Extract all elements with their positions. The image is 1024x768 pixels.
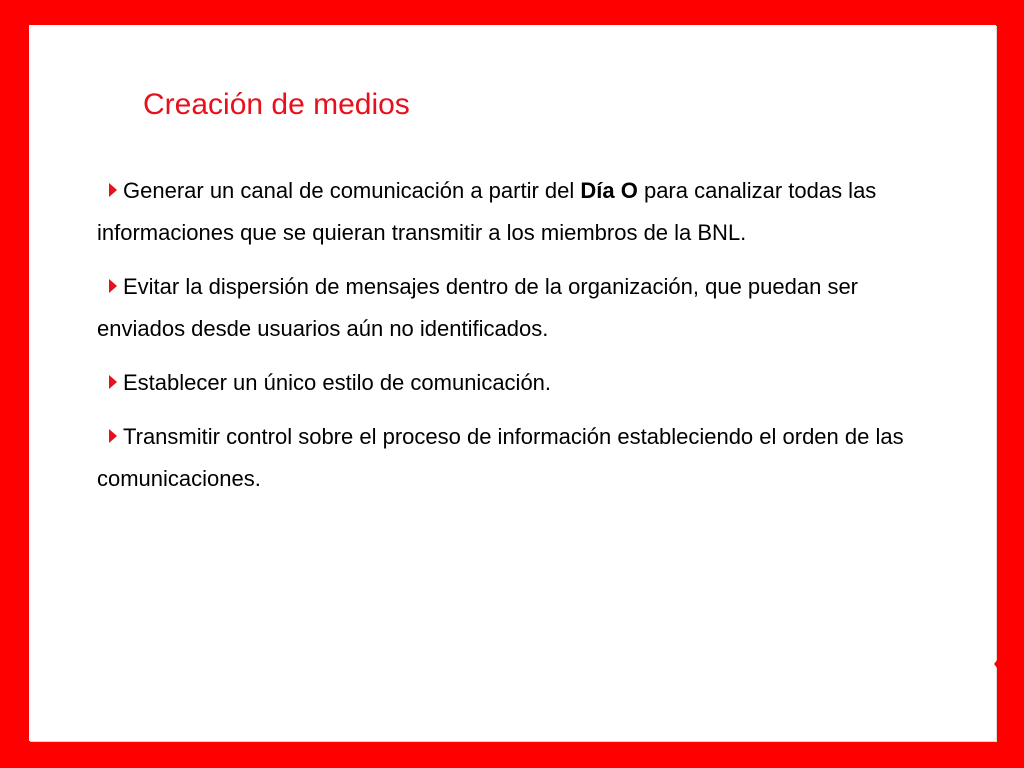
- list-item-bold-text: Día O: [580, 178, 638, 203]
- list-item-text: Transmitir control sobre el proceso de información estableciendo el orden de las comunicaciones.: [97, 424, 904, 491]
- corner-notch-decoration: [994, 612, 1024, 716]
- triangle-right-icon: [109, 183, 117, 197]
- list-item: [97, 266, 937, 350]
- triangle-right-icon: [109, 375, 117, 389]
- triangle-right-icon: [109, 429, 117, 443]
- list-item: [97, 416, 937, 500]
- slide-title: Creación de medios: [143, 88, 410, 121]
- list-item: [97, 362, 937, 404]
- list-item: [97, 170, 937, 254]
- list-item-text: Establecer un único estilo de comunicación.: [123, 370, 552, 395]
- list-item-text: Evitar la dispersión de mensajes dentro de la organización, que puedan ser enviados desde usuarios aún no identificados.: [97, 274, 859, 341]
- triangle-right-icon: [109, 279, 117, 293]
- triangle-left-icon: [994, 626, 1024, 702]
- list-item-text-continued: para canalizar todas las informaciones que se quieran transmitir a los miembros de la BNL.: [97, 178, 877, 245]
- list-item-text: Generar un canal de comunicación a partir del: [123, 178, 581, 203]
- slide-canvas: [29, 25, 996, 741]
- bullet-list: [97, 170, 937, 512]
